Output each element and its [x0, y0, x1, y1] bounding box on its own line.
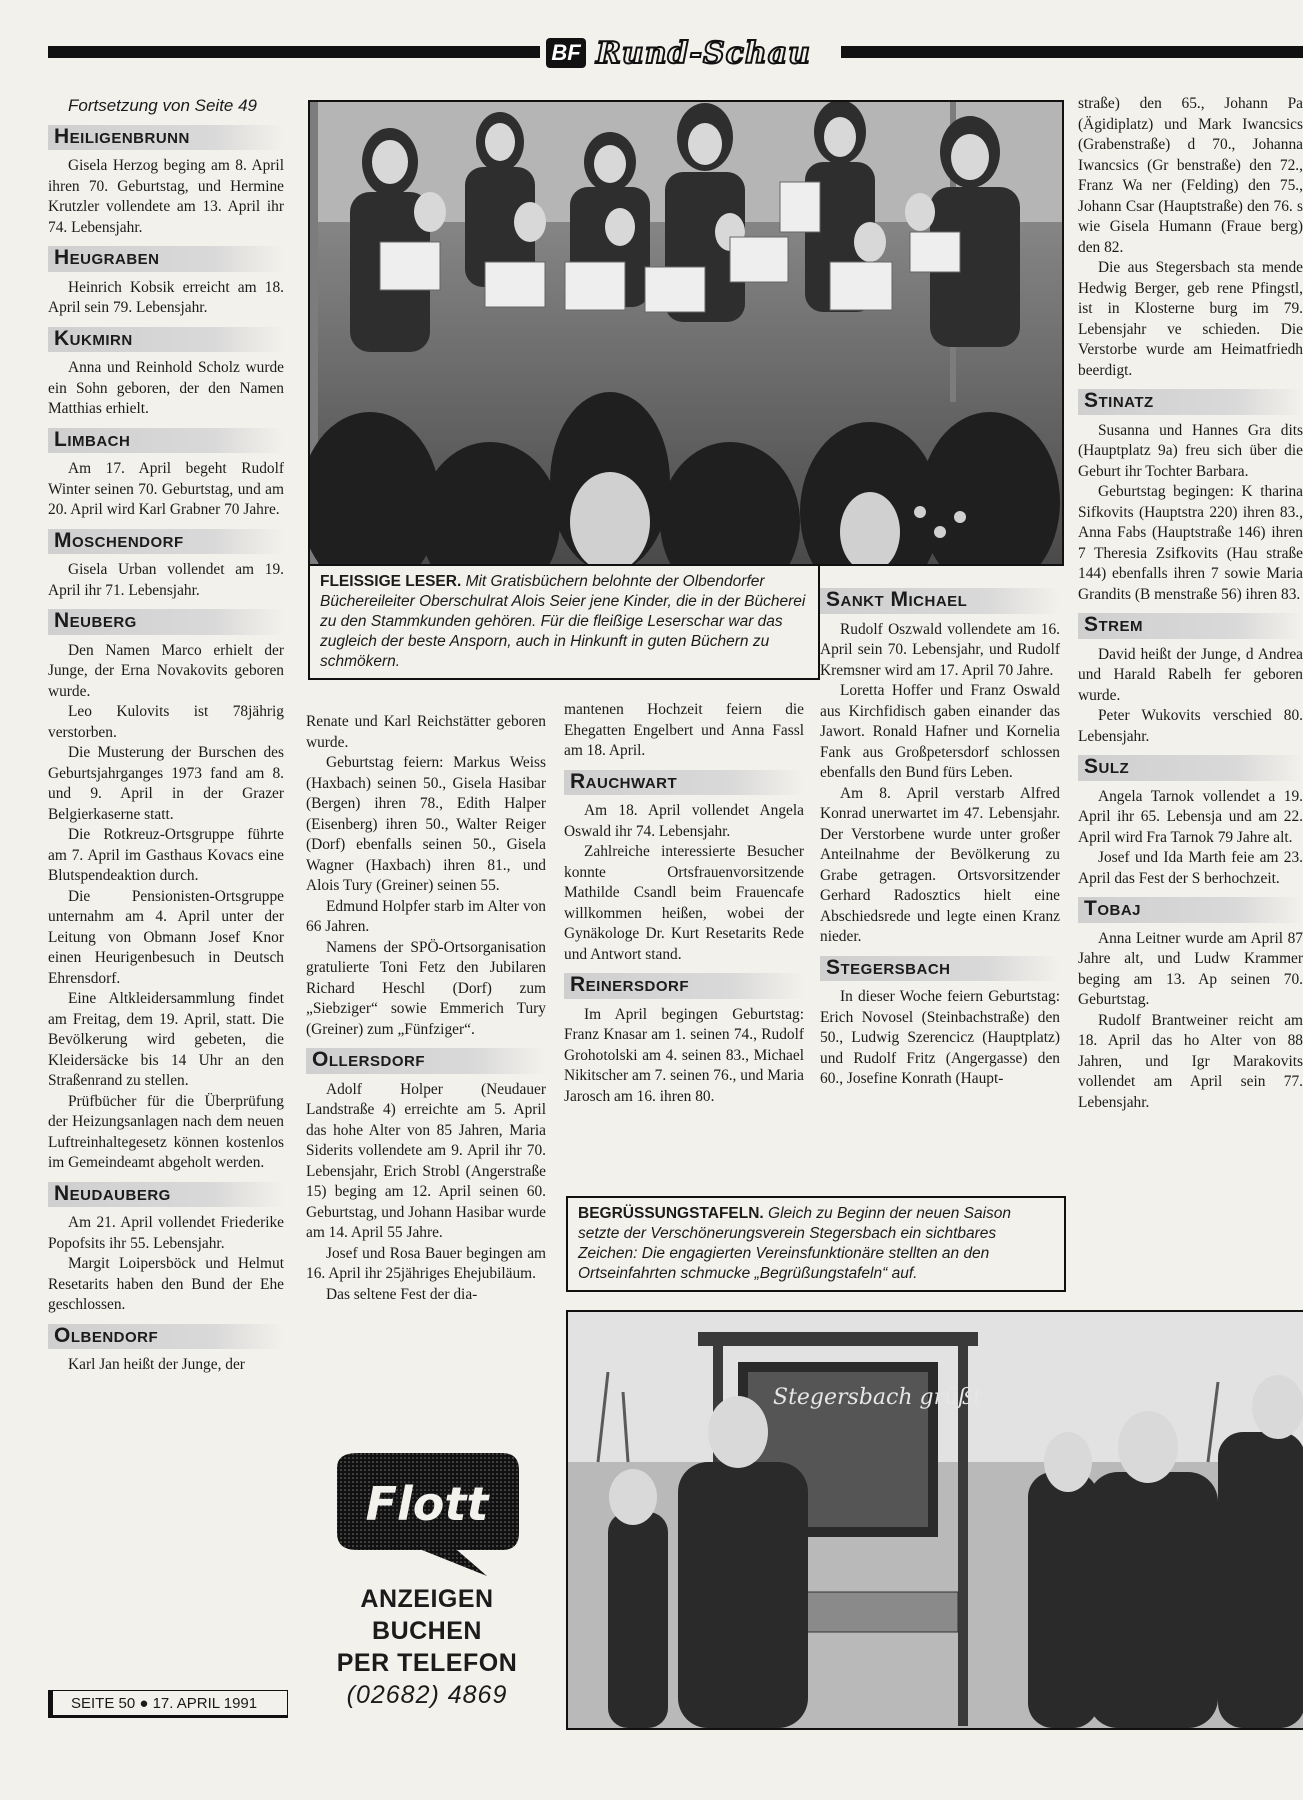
article-paragraph: Margit Loipersböck und Helmut Resetarits haben den Bund der Ehe geschlossen. — [48, 1255, 284, 1313]
article-paragraph: Josef und Ida Marth feie am 23. April das Fest der S berhochzeit. — [1078, 849, 1303, 887]
article-paragraph: Die Rotkreuz-Ortsgruppe führte am 7. April im Gasthaus Kovacs eine Blutspendeaktion durch. — [48, 826, 284, 884]
article-paragraph: Anna Leitner wurde am April 87 Jahre alt, und Ludw Krammer beging am 13. Ap seinen 70. Geburtstag. — [1078, 929, 1303, 1008]
column-4 — [820, 580, 1060, 1090]
article-paragraph: Den Namen Marco erhielt der Junge, der Erna Novakovits geboren wurde. — [48, 641, 284, 700]
section-heading-kukmirn — [48, 327, 284, 353]
ad-brand: Flott — [365, 1477, 489, 1531]
article-paragraph: Karl Jan heißt der Junge, der — [68, 1356, 245, 1373]
section-heading-text: Heiligenbrunn — [54, 124, 190, 148]
article-paragraph: Angela Tarnok vollendet a 19. April ihr 65. Lebensja und am 22. April wird Fra Tarnok 79 Jahre alt. — [1078, 787, 1303, 846]
article-paragraph: straße) den 65., Johann Pa (Ägidiplatz) und Mark Iwancsics (Grabenstraße) d 70., Johanna Iwancsics (Gr benstraße) den 72., Franz Wa ner (Felding) den 75., Johann Csar (Hauptstraße) den 76. s wie Gisela Humann (Fraue berg) den 82. — [1078, 95, 1303, 256]
page-footer: SEITE 50 ● 17. APRIL 1991 — [48, 1690, 288, 1718]
article-paragraph: Am 18. April vollendet Angela Oswald ihr 74. Lebensjahr. — [564, 802, 804, 840]
article-paragraph: Geburtstag feiern: Markus Weiss (Haxbach) seinen 50., Gisela Hasibar (Bergen) ihren 78., Edith Halper (Eisenberg) ihren 50., Walter Reiger (Dorf) ebenfalls seinen 50., Gisela Wagner (Haxbach) ihren 81., und Alois Tury (Greiner) seinen 55. — [306, 754, 546, 894]
flott-bubble-icon — [327, 1448, 527, 1578]
article-paragraph: Am 17. April begeht Rudolf Winter seinen 70. Geburtstag, und am 20. April wird Karl Grabner 70 Jahre. — [48, 460, 284, 518]
article-paragraph: Am 21. April vollendet Friederike Popofsits ihr 55. Lebensjahr. — [48, 1214, 284, 1252]
article-paragraph: Susanna und Hannes Gra dits (Hauptplatz 9a) freu sich über die Geburt ihr Tochter Barbara. — [1078, 421, 1303, 480]
article-paragraph: Heinrich Kobsik erreicht am 18. April sein 79. Lebensjahr. — [48, 278, 284, 316]
article-paragraph: Loretta Hoffer und Franz Oswald aus Kirchfidisch gaben einander das Jawort. Ronald Hafner und Kornelia Fank aus Großpetersdorf schlossen ebenfalls den Bund fürs Leben. — [820, 682, 1060, 781]
article-paragraph: Eine Altkleidersammlung findet am Freitag, dem 19. April, statt. Die Bevölkerung wird gebeten, die Kleidersäcke bis 14 Uhr an den Straßenrand zu stellen. — [48, 990, 284, 1089]
section-heading-stegersbach — [820, 956, 1060, 982]
ad-line-3: PER TELEFON — [336, 1649, 518, 1677]
section-heading-neuberg — [48, 609, 284, 635]
section-heading-text: Neudauberg — [54, 1181, 171, 1205]
sign-text: Stegersbach grüßt — [773, 1385, 982, 1410]
caption-signs-lead: BEGRÜSSUNGSTAFELN. — [578, 1205, 764, 1222]
article-paragraph: Die Pensionisten-Ortsgruppe unternahm am 4. April unter der Leitung von Obmann Josef Knor einen Heurigenbesuch in Deutsch Ehrensdorf. — [48, 887, 284, 987]
section-heading-text: Heugraben — [54, 246, 160, 269]
section-heading-text: Stegersbach — [826, 955, 951, 979]
article-paragraph: Geburtstag begingen: K tharina Sifkovits (Hauptstra 220) ihren 83., Anna Fabs (Hauptstraße 146) ihren 7 Theresia Zsifkovits (Hau straße 144) ebenfalls ihren 7 sowie Maria Grandits (B menstraße 56) ihren 83. — [1078, 483, 1303, 603]
column-3 — [564, 700, 804, 1107]
section-heading-olbendorf — [48, 1324, 284, 1350]
article-paragraph: Das seltene Fest der dia- — [326, 1285, 478, 1303]
article-paragraph: Namens der SPÖ-Ortsorganisation gratulierte Toni Fetz den Jubilaren Richard Heschl (Dorf) zum „Siebziger“ sowie Emmerich Tury (Greiner) zum „Fünfziger“. — [306, 938, 546, 1038]
section-heading-sankt-michael — [820, 588, 1060, 614]
section-heading-text: Moschendorf — [54, 528, 184, 552]
section-heading-sulz — [1078, 755, 1303, 781]
section-heading-text: Rauchwart — [570, 769, 678, 793]
ad-line-2: BUCHEN — [372, 1617, 482, 1645]
section-heading-stinatz — [1078, 389, 1303, 415]
section-heading-text: Limbach — [54, 427, 131, 451]
article-paragraph: Gisela Urban vollendet am 19. April ihr 71. Lebensjahr. — [48, 561, 284, 599]
column-2 — [306, 712, 546, 1305]
article-paragraph: Leo Kulovits ist 78jährig verstorben. — [48, 703, 284, 741]
article-paragraph: Adolf Holper (Neudauer Landstraße 4) erreichte am 5. April das hohe Alter von 85 Jahren, Maria Siderits vollendete am 9. April ihr 70. Lebensjahr, Erich Strobl (Angerstraße 15) beging am 12. April seinen 60. Geburtstag, und Johann Hasibar wurde am 14. April 55 Jahre. — [306, 1080, 546, 1241]
photo-greeting-sign-image — [568, 1312, 1303, 1728]
article-paragraph: Peter Wukovits verschied 80. Lebensjahr. — [1078, 707, 1303, 745]
section-heading-neudauberg — [48, 1182, 284, 1208]
article-paragraph: Prüfbücher für die Überprüfung der Heizungsanlagen nach dem neuen Luftreinhaltegesetz können kostenlos im Gemeindeamt abgeholt werden. — [48, 1092, 284, 1171]
section-heading-reinersdorf — [564, 973, 804, 999]
article-paragraph: Die aus Stegersbach sta mende Hedwig Berger, geb rene Pfingstl, ist in Klosterne burg im 79. Lebensjahr ve schieden. Die Verstorbe wurde am Heimatfriedh beerdigt. — [1078, 259, 1303, 379]
ad-phone: (02682) 4869 — [346, 1681, 508, 1709]
caption-readers — [308, 564, 820, 680]
article-paragraph: Anna und Reinhold Scholz wurde ein Sohn geboren, der den Namen Matthias erhielt. — [48, 359, 284, 417]
section-heading-text: Ollersdorf — [312, 1048, 425, 1071]
section-heading-text: Kukmirn — [54, 326, 133, 350]
photo-readers-image — [310, 102, 1062, 564]
article-paragraph: Gisela Herzog beging am 8. April ihren 70. Geburtstag, und Hermine Krutzler vollendete am 13. April ihr 74. Lebensjahr. — [48, 157, 284, 236]
article-paragraph: Renate und Karl Reichstätter geboren wurde. — [306, 713, 546, 751]
caption-greeting-signs — [566, 1196, 1066, 1292]
section-heading-limbach — [48, 428, 284, 454]
section-heading-ollersdorf — [306, 1048, 546, 1074]
caption-readers-text: Mit Gratisbüchern belohnte der Olbendorfer Büchereileiter Oberschulrat Alois Seier jene Kinder, die in der Bücherei zu den Stammkunden gehören. Für die fleißige Leserschar war das zugleich der beste Ansporn, auch in Hinkunft in guten Büchern zu schmökern. — [320, 573, 806, 670]
masthead-logo — [540, 34, 841, 72]
article-paragraph: Im April begingen Geburtstag: Franz Knasar am 1. seinen 74., Rudolf Grohotolski am 4. seinen 83., Michael Nikitscher am 7. seinen 76., und Maria Jarosch am 16. ihren 80. — [564, 1005, 804, 1105]
continuation-note: Fortsetzung von Seite 49 — [68, 96, 258, 115]
section-heading-rauchwart — [564, 770, 804, 796]
column-1 — [48, 96, 284, 1376]
caption-signs-text: Gleich zu Beginn der neuen Saison setzte der Verschönerungsverein Stegersbach ein sichtbares Zeichen: Die engagierten Vereinsfunktionäre stellten an den Ortseinfahrten schmucke „Begrüßungstafeln“ auf. — [578, 1205, 1012, 1282]
article-paragraph: Die Musterung der Burschen des Geburtsjahrganges 1973 fand am 8. und 9. April in der Grazer Belgierkaserne statt. — [48, 744, 284, 823]
section-heading-text: Reinersdorf — [570, 973, 690, 996]
article-paragraph: Rudolf Oszwald vollendete am 16. April sein 70. Lebensjahr, und Rudolf Kremsner wird am 17. April 70 Jahre. — [820, 620, 1060, 679]
column-5 — [1078, 94, 1303, 1113]
section-heading-tobaj — [1078, 897, 1303, 923]
section-heading-text: Strem — [1084, 613, 1144, 636]
section-heading-heiligenbrunn — [48, 125, 284, 151]
ad-line-1: ANZEIGEN — [360, 1585, 494, 1613]
rundschau-title: Rund-Schau — [596, 35, 811, 71]
section-heading-text: Neuberg — [54, 609, 137, 632]
ad-flott — [322, 1448, 532, 1711]
photo-readers — [308, 100, 1064, 566]
section-heading-text: Tobaj — [1084, 897, 1142, 920]
section-heading-strem — [1078, 613, 1303, 639]
section-heading-text: Sulz — [1084, 755, 1130, 778]
section-heading-moschendorf — [48, 529, 284, 555]
article-paragraph: Zahlreiche interessierte Besucher konnte Ortsfrauenvorsitzende Mathilde Csandl beim Frauencafe willkommen heißen, wobei der Gynäkologe Dr. Kurt Resetarits Rede und Antwort stand. — [564, 843, 804, 963]
bf-logo: BF — [546, 38, 586, 68]
section-heading-text: Sankt Michael — [826, 588, 968, 611]
photo-greeting-sign — [566, 1310, 1303, 1730]
article-paragraph: Edmund Holpfer starb im Alter von 66 Jahren. — [306, 897, 546, 935]
article-paragraph: Am 8. April verstarb Alfred Konrad unerwartet im 47. Lebensjahr. Der Verstorbene wurde unter großer Anteilnahme der Bevölkerung zu Grabe getragen. Ortsvorsitzender Gerhard Radosztics hielt eine Abschiedsrede und legte einen Kranz nieder. — [820, 784, 1060, 945]
section-heading-heugraben — [48, 246, 284, 272]
section-heading-text: Olbendorf — [54, 1323, 159, 1347]
article-paragraph: David heißt der Junge, d Andrea und Harald Rabelh fer geboren wurde. — [1078, 645, 1303, 704]
article-paragraph: Rudolf Brantweiner reicht am 18. April das ho Alter von 88 Jahren, und Igr Marakovits vollendet am April sein 77. Lebensjahr. — [1078, 1011, 1303, 1111]
caption-readers-lead: FLEISSIGE LESER. — [320, 573, 462, 590]
article-paragraph: Josef und Rosa Bauer begingen am 16. April ihr 25jähriges Ehejubiläum. — [306, 1244, 546, 1282]
section-heading-text: Stinatz — [1084, 389, 1154, 412]
article-paragraph: In dieser Woche feiern Geburtstag: Erich Novosel (Steinbachstraße) den 50., Ludwig Szerencicz (Hauptplatz) und Rudolf Fritz (Angergasse) den 60., Josefine Konrath (Haupt- — [820, 988, 1060, 1087]
article-paragraph: mantenen Hochzeit feiern die Ehegatten Engelbert und Anna Fassl am 18. April. — [564, 701, 804, 759]
